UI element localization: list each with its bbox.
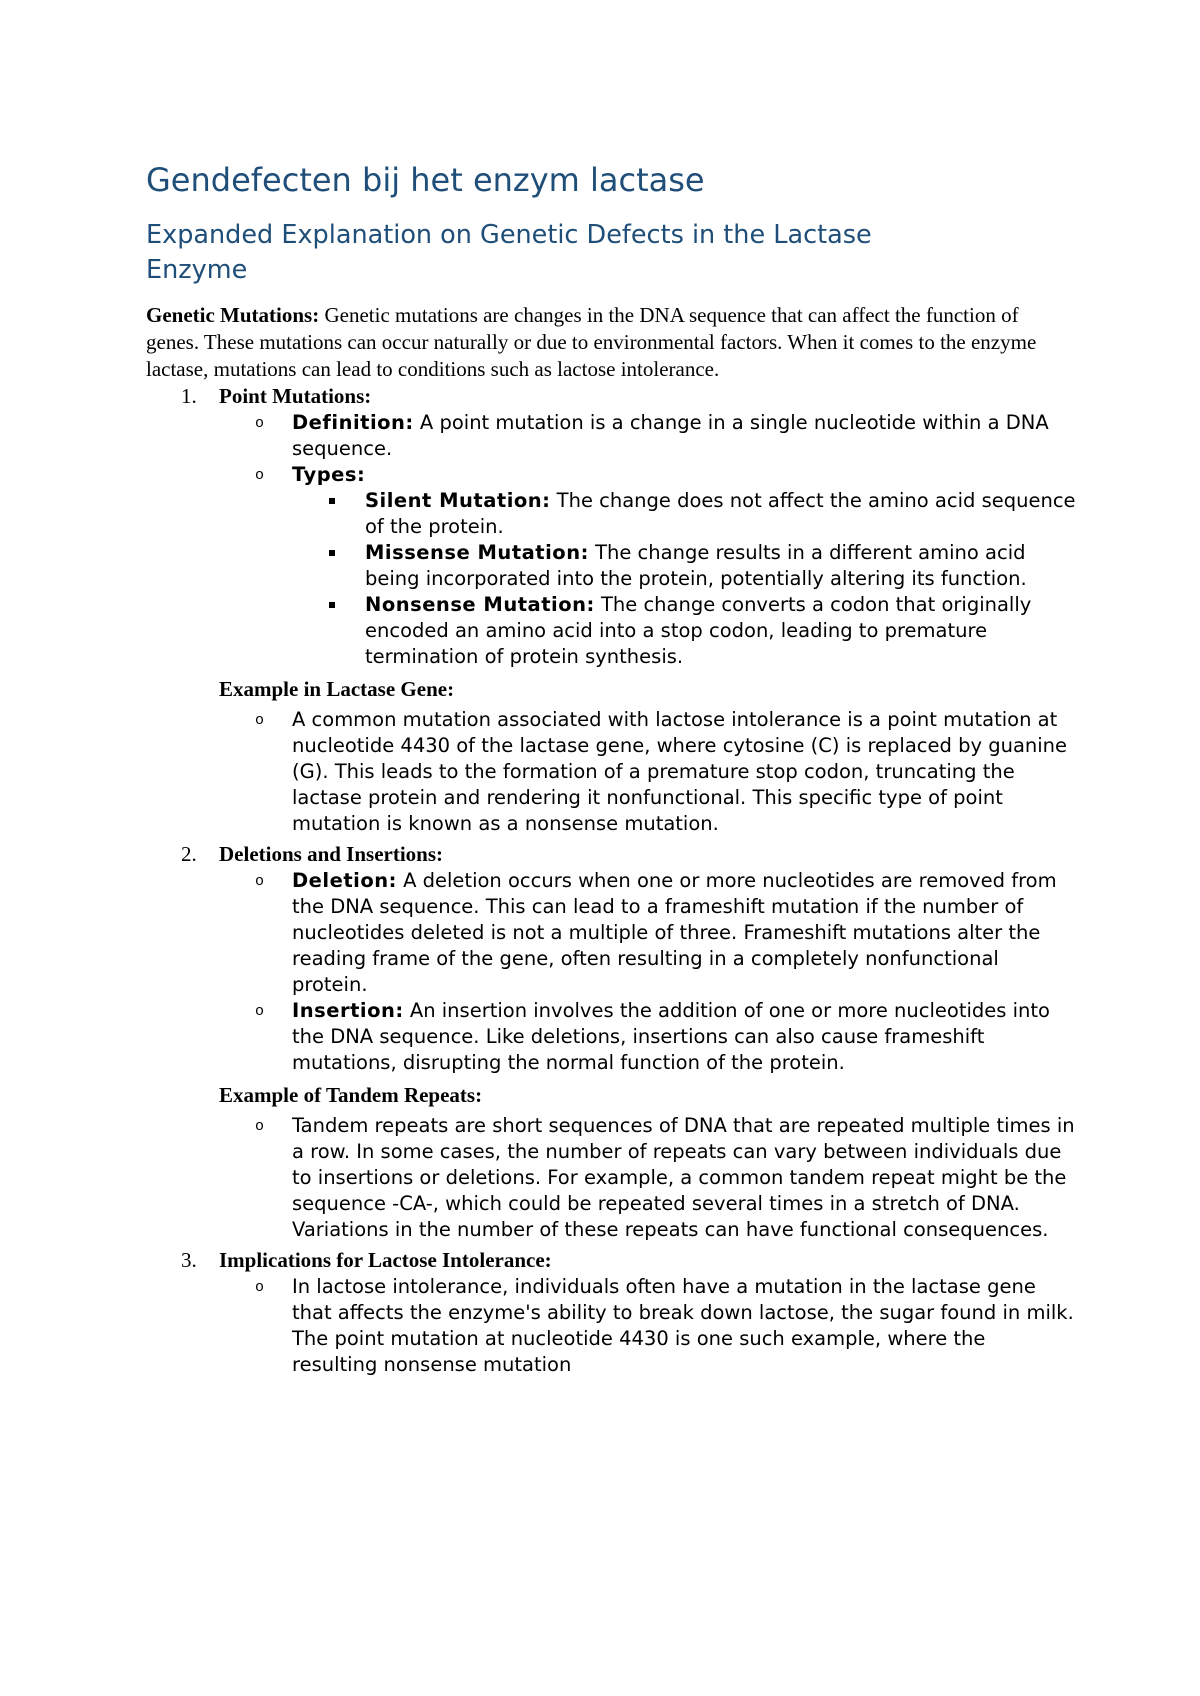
list-item-silent-mutation [292,488,1076,540]
bullet-o-icon: o [255,415,265,432]
page-title: Gendefecten bij het enzym lactase [146,161,705,199]
numbered-item-heading: Deletions and Insertions: [219,842,444,866]
intro-paragraph [146,302,1061,383]
definition-text: A point mutation is a change in a single nucleotide within a DNA sequence. [292,411,1049,460]
numbered-item-heading: Implications for Lactose Intolerance: [219,1248,552,1272]
list-number: 2. [181,842,197,866]
list-item-example-text [219,707,1076,837]
bullet-o-icon: o [255,1279,265,1296]
example-heading: Example of Tandem Repeats: [219,1083,483,1107]
insertion-label: Insertion: [292,999,404,1022]
bullet-o-icon: o [255,873,265,890]
bullet-o-icon: o [255,1118,265,1135]
section-heading: Expanded Explanation on Genetic Defects in the Lactase Enzyme [146,220,872,285]
document-body [146,160,1076,1378]
square-bullet-icon [329,602,335,608]
bullet-o-icon: o [255,467,265,484]
deletions-insertions-body [146,868,1076,1076]
intro-label: Genetic Mutations: [146,303,320,327]
deletion-label: Deletion: [292,869,397,892]
deletion-text: A deletion occurs when one or more nucleotides are removed from the DNA sequence. This can lead to a frameshift mutation if the number of nucleotides deleted is not a multiple of three. Frameshift mutations alter the reading frame of the gene, often resulting in a completely nonfunctional protein. [292,869,1057,996]
numbered-item-deletions-insertions [146,841,1076,868]
list-item-missense-mutation [292,540,1076,592]
type-text: The change does not affect the amino acid sequence of the protein. [365,489,1076,538]
implications-body [146,1274,1076,1378]
example-text: Tandem repeats are short sequences of DNA that are repeated multiple times in a row. In some cases, the number of repeats can vary between individuals due to insertions or deletions. For example, a common tandem repeat might be the sequence -CA-, which could be repeated several times in a stretch of DNA. Variations in the number of these repeats can have functional consequences. [292,1114,1075,1241]
implications-text: In lactose intolerance, individuals often have a mutation in the lactase gene that affects the enzyme's ability to break down lactose, the sugar found in milk. The point mutation at nucleotide 4430 is one such example, where the resulting nonsense mutation [292,1275,1074,1376]
example-heading: Example in Lactase Gene: [219,677,455,701]
list-number: 3. [181,1248,197,1272]
square-bullet-icon [329,550,335,556]
intro-text: Genetic mutations are changes in the DNA sequence that can affect the function of genes. These mutations can occur naturally or due to environmental factors. When it comes to the enzyme lactase, mutations can lead to conditions such as lactose intolerance. [146,303,1037,381]
example-list [146,1113,1076,1243]
example-list [146,707,1076,837]
list-item-definition [219,410,1076,462]
list-item-deletion [219,868,1076,998]
bullet-o-icon: o [255,712,265,729]
type-text: The change converts a codon that originally encoded an amino acid into a stop codon, leading to premature termination of protein synthesis. [365,593,1032,668]
numbered-item-point-mutations [146,383,1076,410]
list-item-types [219,462,1076,488]
list-number: 1. [181,384,197,408]
list-item-example-text [219,1113,1076,1243]
type-label: Silent Mutation: [365,489,551,512]
numbered-item-implications [146,1247,1076,1274]
types-list [219,488,1076,670]
square-bullet-icon [329,498,335,504]
point-mutations-body [146,410,1076,670]
insertion-text: An insertion involves the addition of one or more nucleotides into the DNA sequence. Like deletions, insertions can also cause frameshift mutations, disrupting the normal function of the protein. [292,999,1050,1074]
list-item-nonsense-mutation [292,592,1076,670]
type-text: The change results in a different amino acid being incorporated into the protein, potentially altering its function. [365,541,1027,590]
type-label: Nonsense Mutation: [365,593,595,616]
definition-label: Definition: [292,411,414,434]
type-label: Missense Mutation: [365,541,589,564]
example-text: A common mutation associated with lactose intolerance is a point mutation at nucleotide 4430 of the lactase gene, where cytosine (C) is replaced by guanine (G). This leads to the formation of a premature stop codon, truncating the lactase protein and rendering it nonfunctional. This specific type of point mutation is known as a nonsense mutation. [292,708,1068,835]
numbered-item-heading: Point Mutations: [219,384,372,408]
types-label: Types: [292,463,366,486]
bullet-o-icon: o [255,1003,265,1020]
list-item-insertion [219,998,1076,1076]
list-item-implications-text [219,1274,1076,1378]
